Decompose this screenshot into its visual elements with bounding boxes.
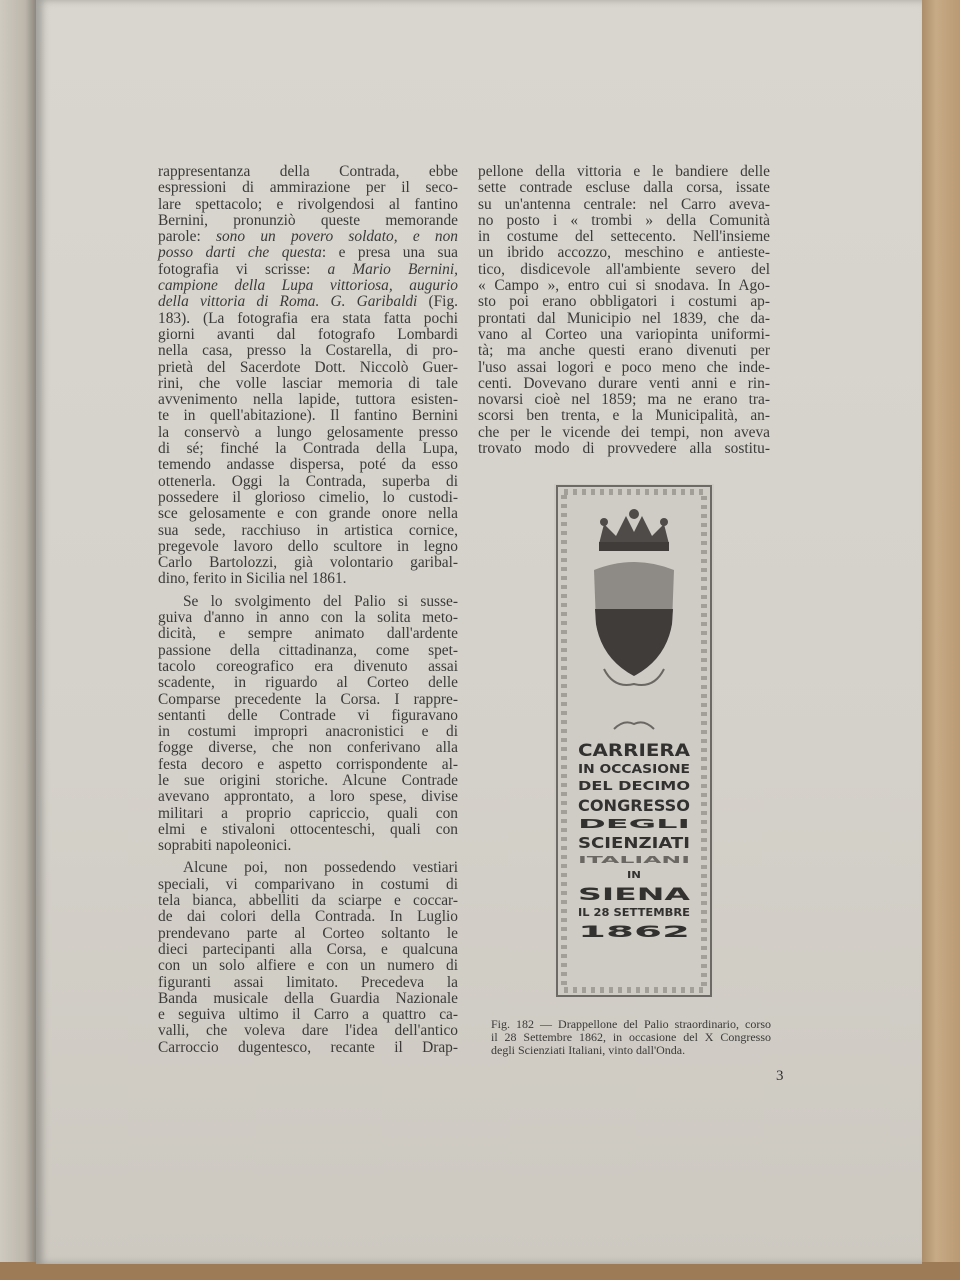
text-line bbox=[158, 164, 458, 180]
text-line bbox=[478, 360, 770, 376]
text-span: espressioni di ammirazione per il seco- bbox=[158, 179, 458, 197]
text-span: prontati dal Municipio nel 1839, che da- bbox=[478, 309, 770, 327]
text-line bbox=[158, 213, 458, 229]
text-line bbox=[478, 441, 770, 457]
text-span: figuranti assai limitato. Precedeva la bbox=[158, 973, 458, 991]
text-line bbox=[158, 773, 458, 789]
text-line bbox=[478, 180, 770, 196]
text-span: le sue origini storiche. Alcune Contrade bbox=[158, 771, 458, 789]
banner-text-line: CONGRESSO bbox=[578, 796, 690, 815]
text-line bbox=[478, 425, 770, 441]
text-line bbox=[158, 926, 458, 942]
banner-text-line: ITALIANI bbox=[578, 855, 690, 866]
text-span: Se lo svolgimento del Palio si susse- bbox=[183, 592, 458, 610]
text-span: temendo andasse dispersa, poté da esso bbox=[158, 456, 458, 474]
text-span: : e presa una sua bbox=[321, 244, 458, 262]
text-line bbox=[158, 360, 458, 376]
text-line bbox=[158, 392, 458, 408]
text-line bbox=[158, 1040, 458, 1056]
text-span: rini, che volle lasciar memoria di tale bbox=[158, 374, 458, 392]
text-span: avevano approntato, a loro spese, divise bbox=[158, 788, 458, 806]
text-span: rappresentanza della Contrada, ebbe bbox=[158, 163, 458, 180]
text-line bbox=[158, 539, 458, 555]
text-span: l'uso assai logori e poco meno che inde- bbox=[478, 358, 770, 376]
figure-drappellone bbox=[554, 484, 714, 998]
text-span: nella casa, presso la Costarella, di pro- bbox=[158, 342, 458, 360]
banner-text-line: SCIENZIATI bbox=[578, 834, 690, 852]
text-line bbox=[158, 692, 458, 708]
text-span: te in quell'abitazione). Il fantino Bernini bbox=[158, 407, 458, 425]
text-line bbox=[158, 278, 458, 294]
text-line bbox=[158, 506, 458, 522]
text-line bbox=[158, 838, 458, 854]
text-span: Alcune poi, non possedendo vestiari bbox=[183, 859, 458, 877]
text-span: la conservò a lungo gelosamente presso bbox=[158, 423, 458, 441]
text-span: trovato modo di provvedere alla sostitu- bbox=[478, 440, 770, 458]
text-line bbox=[158, 425, 458, 441]
text-line bbox=[158, 1023, 458, 1039]
text-line bbox=[158, 958, 458, 974]
drappellone-image bbox=[554, 484, 714, 998]
text-line bbox=[158, 626, 458, 642]
text-span: possedere il glorioso cimelio, lo custodi- bbox=[158, 488, 458, 506]
text-span: avvenimento nella lapide, tuttora esisten- bbox=[158, 391, 458, 409]
text-span: prendevano parte al Corteo soltanto le bbox=[158, 924, 458, 942]
figure-caption bbox=[491, 1018, 771, 1057]
text-span: sua sede, racchiuso in artistica cornice, bbox=[158, 521, 458, 539]
text-span: guiva d'anno in anno con la solita meto- bbox=[158, 609, 458, 627]
text-line bbox=[478, 408, 770, 424]
left-text-column bbox=[158, 164, 458, 1056]
text-span: Comparse precedente la Corsa. I rappre- bbox=[158, 690, 458, 708]
text-span: speciali, vi comparivano in costumi di bbox=[158, 875, 458, 893]
text-span: no posto i « trombi » della Comunità bbox=[478, 211, 770, 229]
text-span: « Campo », entro cui si snodava. In Ago- bbox=[478, 277, 770, 295]
text-span: tà; ma anche questi erano divenuti per bbox=[478, 342, 770, 360]
text-line bbox=[158, 1007, 458, 1023]
text-line bbox=[158, 822, 458, 838]
text-span: sto poi erano obbligatori i costumi ap- bbox=[478, 293, 770, 311]
text-span: pregevole lavoro dello scultore in legno bbox=[158, 537, 458, 555]
text-span: de dai colori della Contrada. In Luglio bbox=[158, 908, 458, 926]
text-line bbox=[158, 757, 458, 773]
text-span: un ibrido accozzo, meschino e antieste- bbox=[478, 244, 770, 262]
text-span: e seguiva ultimo il Carro a quattro ca- bbox=[158, 1006, 458, 1024]
text-span: Carlo Bartolozzi, già volontario garibal- bbox=[158, 554, 458, 572]
banner-text-line: IN OCCASIONE bbox=[578, 762, 690, 776]
text-span: parole: bbox=[158, 228, 216, 246]
italic-text-span: sono un povero soldato, e non bbox=[216, 228, 459, 246]
text-line bbox=[158, 643, 458, 659]
text-span: fogge diverse, che non conferivano alla bbox=[158, 739, 458, 757]
text-line bbox=[478, 245, 770, 261]
text-line bbox=[158, 860, 458, 876]
text-line bbox=[158, 610, 458, 626]
caption-line: il 28 Settembre 1862, in occasione del X Congresso bbox=[491, 1030, 771, 1044]
banner-text-line: DEGLI bbox=[578, 817, 690, 831]
text-span: vano al Corteo una variopinta uniformi- bbox=[478, 325, 770, 343]
text-line bbox=[158, 724, 458, 740]
text-span: pellone della vittoria e le bandiere delle bbox=[478, 163, 770, 180]
text-line bbox=[158, 789, 458, 805]
banner-text-line: IN bbox=[627, 870, 641, 881]
text-span: dicità, e sempre animato dall'ardente bbox=[158, 625, 458, 643]
text-line bbox=[158, 893, 458, 909]
italic-text-span: campione della Lupa vittoriosa, augurio bbox=[158, 277, 458, 295]
text-line bbox=[158, 909, 458, 925]
text-line bbox=[158, 457, 458, 473]
text-span: sce gelosamente e con grande onore nella bbox=[158, 505, 458, 523]
text-line bbox=[158, 877, 458, 893]
text-span: tacolo coreografico era divenuto assai bbox=[158, 657, 458, 675]
text-line bbox=[158, 594, 458, 610]
banner-text-line: SIENA bbox=[578, 885, 692, 905]
text-span: tela bianca, abbelliti da sciarpe e coccar- bbox=[158, 892, 458, 910]
text-span: tico, disdicevole all'ambiente severo del bbox=[478, 260, 770, 278]
wooden-table-edge bbox=[0, 1262, 960, 1280]
text-line bbox=[478, 327, 770, 343]
text-line bbox=[158, 991, 458, 1007]
text-span: scorsi ben trenta, e la Municipalità, an- bbox=[478, 407, 770, 425]
text-span: militari a proprio capriccio, quali con bbox=[158, 804, 458, 822]
banner-text-line: DEL DECIMO bbox=[578, 779, 690, 793]
text-span: Banda musicale della Guardia Nazionale bbox=[158, 989, 458, 1007]
text-line bbox=[158, 675, 458, 691]
text-line bbox=[158, 245, 458, 261]
text-line bbox=[158, 806, 458, 822]
text-line bbox=[158, 474, 458, 490]
text-span: sentanti delle Contrade vi figuravano bbox=[158, 706, 458, 724]
text-line bbox=[158, 740, 458, 756]
text-span: elmi e stivaloni ottocenteschi, quali con bbox=[158, 820, 458, 838]
text-span: centi. Dovevano durare venti anni e rin- bbox=[478, 374, 770, 392]
right-text-column bbox=[478, 164, 770, 457]
text-line bbox=[478, 376, 770, 392]
text-line bbox=[158, 942, 458, 958]
text-line bbox=[478, 229, 770, 245]
text-span: in costumi impropri anacronistici e di bbox=[158, 723, 458, 741]
text-span: Carroccio dugentesco, recante il Drap- bbox=[158, 1038, 458, 1056]
text-line bbox=[478, 294, 770, 310]
text-span: festa decoro e aspetto corrispondente al- bbox=[158, 755, 458, 773]
text-line bbox=[158, 555, 458, 571]
text-span: lare spettacolo; e rivolgendosi al fantino bbox=[158, 195, 458, 213]
text-span: giorni avanti dal fotografo Lombardi bbox=[158, 325, 458, 343]
banner-text-line: CARRIERA bbox=[578, 741, 691, 761]
text-line bbox=[478, 392, 770, 408]
text-span: ottenerla. Oggi la Contrada, superba di bbox=[158, 472, 458, 490]
text-span: dieci partecipanti alla Corsa, e qualcuna bbox=[158, 940, 458, 958]
text-line bbox=[478, 311, 770, 327]
wooden-table-surface bbox=[920, 0, 960, 1280]
text-line bbox=[158, 311, 458, 327]
text-span: fotografia vi scrisse: bbox=[158, 260, 328, 278]
text-line bbox=[478, 164, 770, 180]
italic-text-span: della vittoria di Roma. G. Garibaldi bbox=[158, 293, 418, 311]
caption-line: Fig. 182 — Drappellone del Palio straordinario, corso bbox=[491, 1017, 771, 1031]
text-line bbox=[158, 229, 458, 245]
text-line bbox=[158, 294, 458, 310]
text-span: novarsi cioè nel 1859; ma ne erano tra- bbox=[478, 391, 770, 409]
text-span: sette contrade escluse dalla corsa, issate bbox=[478, 179, 770, 197]
text-span: scadente, in riguardo al Corteo delle bbox=[158, 674, 458, 692]
text-line bbox=[478, 213, 770, 229]
text-line bbox=[158, 180, 458, 196]
text-line bbox=[478, 278, 770, 294]
text-line bbox=[158, 343, 458, 359]
previous-page-edge bbox=[0, 0, 36, 1270]
text-span: soprabiti napoleonici. bbox=[158, 837, 292, 855]
text-span: (Fig. bbox=[417, 293, 458, 311]
text-span: valli, che voleva dare l'idea dell'antico bbox=[158, 1022, 458, 1040]
banner-text-line: 1862 bbox=[578, 922, 690, 941]
text-span: dino, ferito in Sicilia nel 1861. bbox=[158, 570, 347, 588]
text-span: prietà del Sacerdote Dott. Niccolò Guer- bbox=[158, 358, 458, 376]
text-span: che per le vicende dei tempi, non aveva bbox=[478, 423, 770, 441]
banner-text-line: IL 28 SETTEMBRE bbox=[578, 906, 690, 919]
text-line bbox=[158, 441, 458, 457]
text-line bbox=[158, 490, 458, 506]
text-line bbox=[158, 523, 458, 539]
banner-lettering bbox=[578, 741, 692, 941]
text-span: in costume del settecento. Nell'insieme bbox=[478, 228, 770, 246]
text-span: 183). (La fotografia era stata fatta pochi bbox=[158, 309, 458, 327]
text-line bbox=[478, 262, 770, 278]
text-line bbox=[158, 408, 458, 424]
text-line bbox=[478, 197, 770, 213]
text-line bbox=[158, 975, 458, 991]
text-span: passione della cittadinanza, come spet- bbox=[158, 641, 458, 659]
text-line bbox=[158, 262, 458, 278]
text-line bbox=[158, 376, 458, 392]
text-span: Bernini, pronunziò queste memorande bbox=[158, 211, 458, 229]
text-line bbox=[158, 708, 458, 724]
text-line bbox=[158, 571, 458, 587]
text-line bbox=[158, 659, 458, 675]
page-number: 3 bbox=[776, 1068, 784, 1084]
text-span: con un solo alfiere e con un numero di bbox=[158, 957, 458, 975]
text-line bbox=[478, 343, 770, 359]
text-line bbox=[158, 197, 458, 213]
italic-text-span: posso darti che questa bbox=[158, 244, 322, 262]
text-span: di sé; finché la Contrada della Lupa, bbox=[158, 440, 458, 458]
book-page bbox=[36, 0, 922, 1264]
text-span: su un'antenna centrale: nel Carro aveva- bbox=[478, 195, 770, 213]
caption-line: degli Scienziati Italiani, vinto dall'Onda. bbox=[491, 1043, 686, 1057]
italic-text-span: a Mario Bernini, bbox=[327, 260, 458, 278]
text-line bbox=[158, 327, 458, 343]
